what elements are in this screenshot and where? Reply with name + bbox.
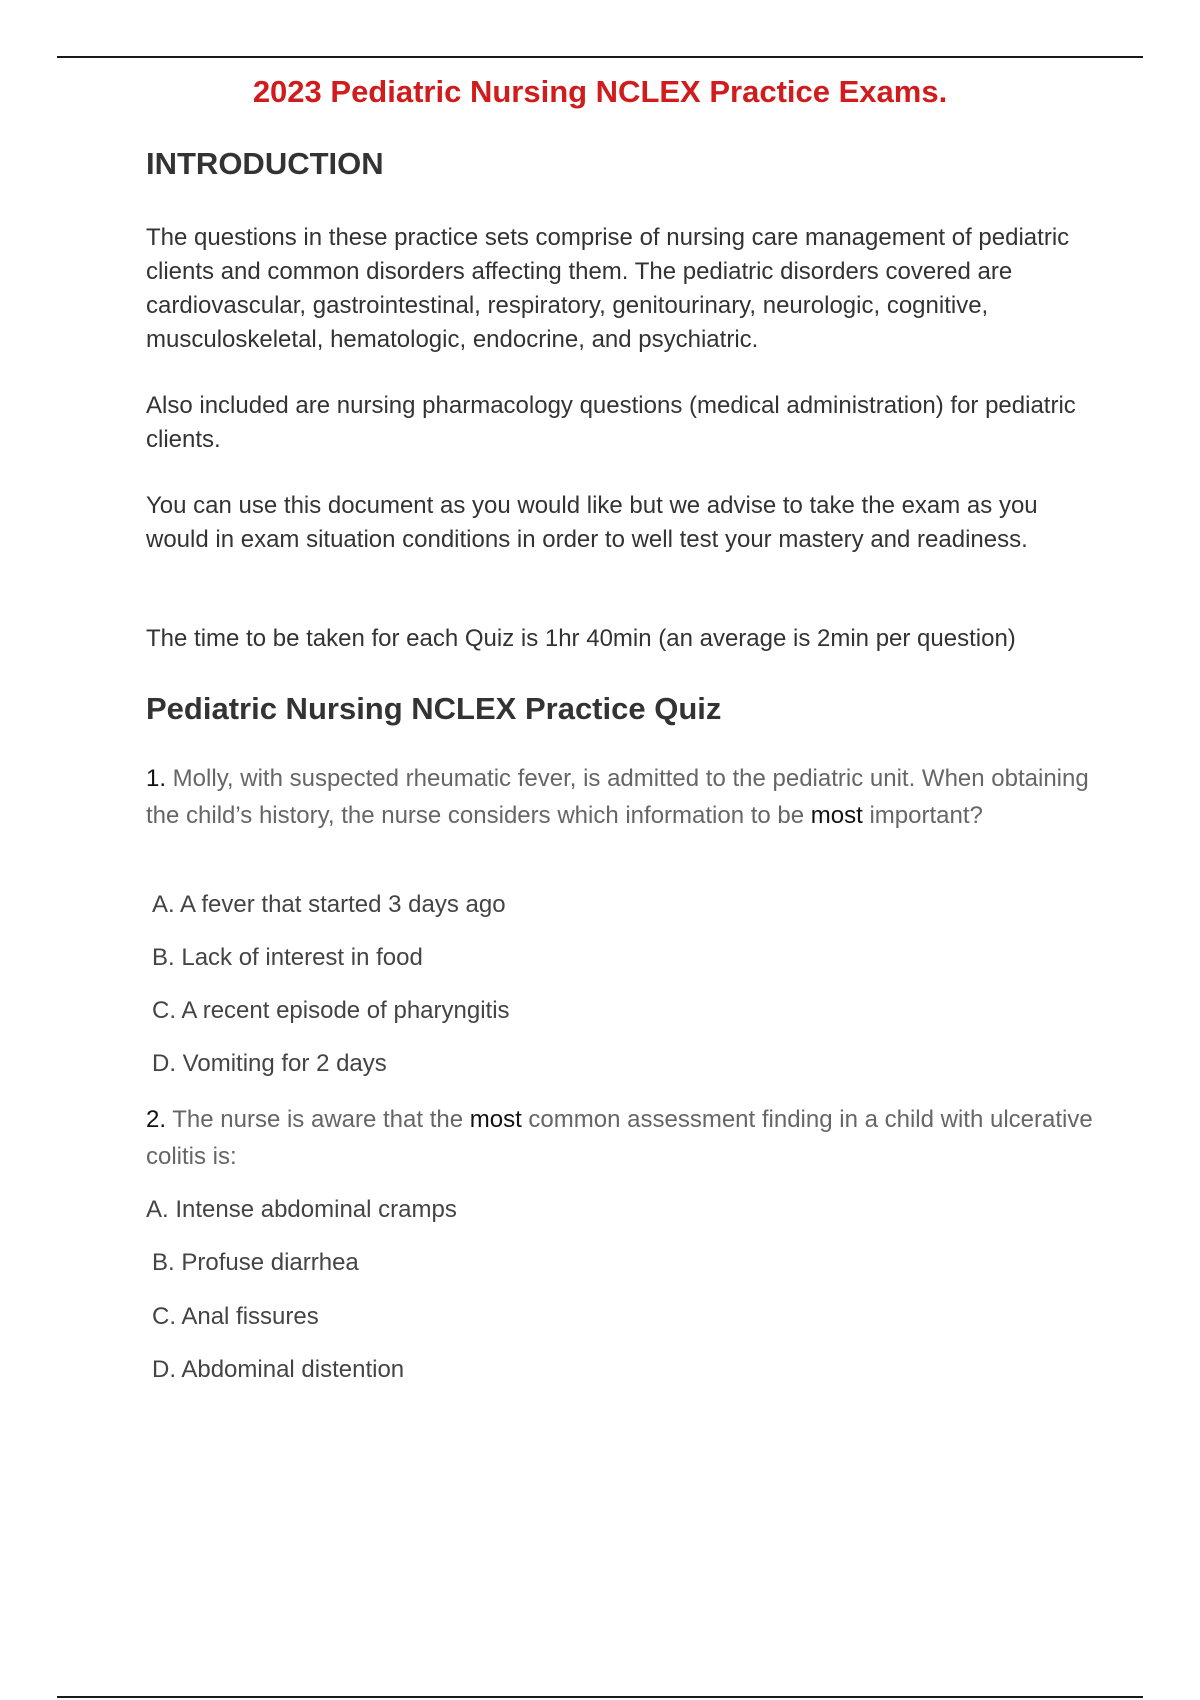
question-2-option-d: D. Abdominal distention (152, 1356, 405, 1383)
question-2-option-c: C. Anal fissures (152, 1303, 319, 1330)
question-1 (146, 760, 1106, 834)
question-1-option-b: B. Lack of interest in food (152, 944, 423, 971)
question-2 (146, 1101, 1106, 1175)
question-1-number: 1. (146, 765, 167, 792)
question-2-text: The nurse is aware that the (166, 1106, 470, 1133)
intro-paragraph-2: Also included are nursing pharmacology questions (medical administration) for pediatric clients. (146, 392, 1076, 453)
quiz-heading: Pediatric Nursing NCLEX Practice Quiz (146, 691, 722, 726)
question-1-option-c: C. A recent episode of pharyngitis (152, 997, 510, 1024)
top-rule (57, 56, 1143, 58)
question-2-emphasis: most (469, 1106, 522, 1133)
question-2-option-b: B. Profuse diarrhea (152, 1249, 359, 1276)
document-title: 2023 Pediatric Nursing NCLEX Practice Exams. (252, 74, 948, 109)
question-1-option-a: A. A fever that started 3 days ago (152, 891, 506, 918)
question-1-emphasis: most (810, 802, 863, 829)
question-2-text-end: common assessment finding in a child with ulcerative colitis is: (146, 1106, 1093, 1170)
question-1-option-d: D. Vomiting for 2 days (152, 1050, 387, 1077)
question-1-text-end: important? (862, 802, 983, 829)
intro-paragraph-3: You can use this document as you would like but we advise to take the exam as you would in exam situation conditions in order to well test your mastery and readiness. (146, 492, 1038, 553)
question-1-text: Molly, with suspected rheumatic fever, is admitted to the pediatric unit. When obtaining the child’s history, the nurse considers which information to be (146, 765, 1089, 829)
introduction-heading: INTRODUCTION (146, 146, 384, 181)
question-2-option-a: A. Intense abdominal cramps (146, 1196, 457, 1223)
question-2-number: 2. (146, 1106, 167, 1133)
bottom-rule (57, 1696, 1143, 1698)
intro-paragraph-4: The time to be taken for each Quiz is 1hr 40min (an average is 2min per question) (146, 625, 1016, 652)
intro-paragraph-1: The questions in these practice sets comprise of nursing care management of pediatric clients and common disorders affecting them. The pediatric disorders covered are cardiovascular, gastrointestinal, respiratory, genitourinary, neurologic, cognitive, musculoskeletal, hematologic, endocrine, and psychiatric. (146, 224, 1070, 353)
